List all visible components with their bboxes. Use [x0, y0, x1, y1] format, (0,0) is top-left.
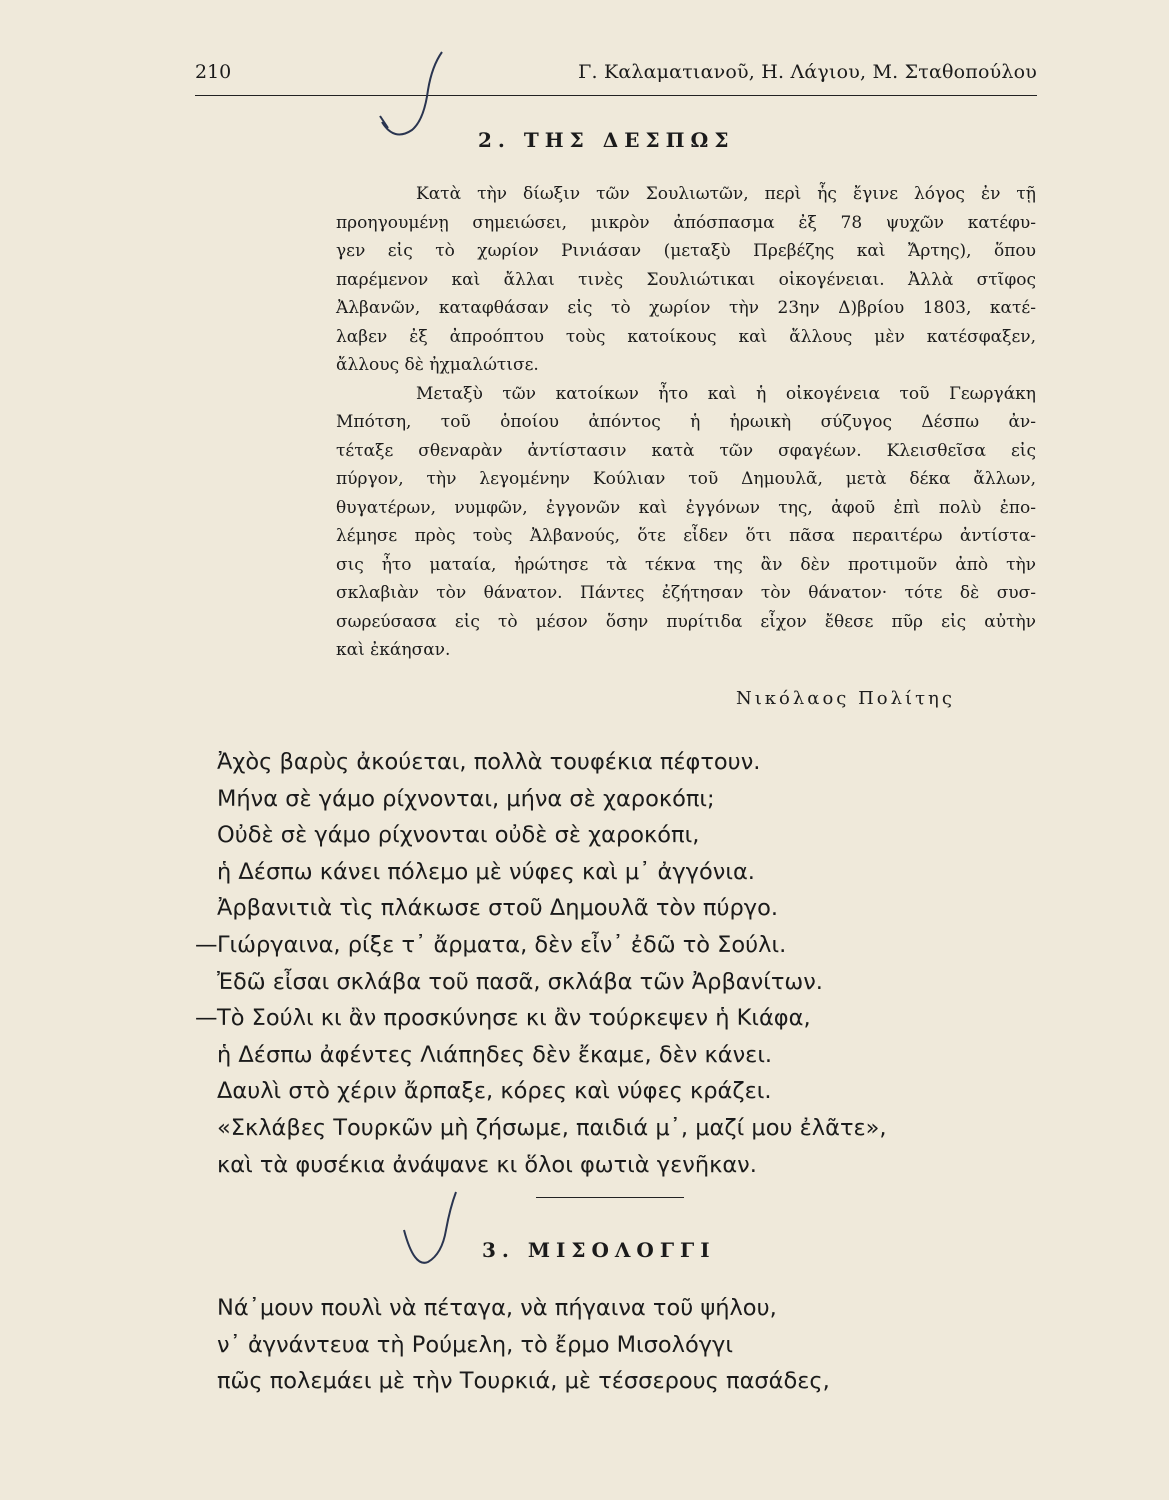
prose-line: καὶ ἐκάησαν. — [336, 640, 451, 660]
poem-verse: Ἐδῶ εἶσαι σκλάβα τοῦ πασᾶ, σκλάβα τῶν Ἀρβανίτων. — [217, 968, 823, 995]
poem-verse: Νά᾽μουν πουλὶ νὰ πέταγα, νὰ πήγαινα τοῦ ψήλου, — [217, 1295, 777, 1321]
section-3-poem — [195, 1290, 830, 1400]
poem-verse: Οὐδὲ σὲ γάμο ρίχνονται οὐδὲ σὲ χαροκόπι, — [217, 822, 700, 849]
prose-line: θυγατέρων, νυμφῶν, ἐγγονῶν καὶ ἐγγόνων της, ἀφοῦ ἐπὶ πολὺ ἐπο- — [336, 497, 1036, 518]
prose-line: σωρεύσασα εἰς τὸ μέσον ὅσην πυρίτιδα εἶχον ἔθεσε πῦρ εἰς αὐτὴν — [336, 611, 1036, 632]
prose-line: λαβεν ἐξ ἀπροόπτου τοὺς κατοίκους καὶ ἄλλους μὲν κατέσφαξεν, — [336, 326, 1036, 347]
poem-verse: ἡ Δέσπω κάνει πόλεμο μὲ νύφες καὶ μ᾽ ἀγγόνια. — [217, 858, 755, 885]
poem-verse: «Σκλάβες Τουρκῶν μὴ ζήσωμε, παιδιά μ᾽, μαζί μου ἐλᾶτε», — [217, 1114, 887, 1141]
poem-verse: καὶ τὰ φυσέκια ἀνάψανε κι ὅλοι φωτιὰ γενῆκαν. — [217, 1151, 757, 1178]
prose-line: πύργον, τὴν λεγομένην Κούλιαν τοῦ Δημουλᾶ, μετὰ δέκα ἄλλων, — [336, 469, 1036, 489]
poem-verse: Μήνα σὲ γάμο ρίχνονται, μήνα σὲ χαροκόπι; — [217, 785, 715, 812]
page-number: 210 — [195, 61, 232, 83]
page-header — [195, 57, 1037, 97]
section-2-poem — [195, 744, 887, 1183]
author-signature: Νικόλαος Πολίτης — [736, 688, 955, 709]
prose-line: σκλαβιὰν τὸν θάνατον. Πάντες ἐζήτησαν τὸν θάνατον· τότε δὲ συσ- — [336, 583, 1036, 603]
poem-verse-dialogue: —Τὸ Σούλι κι ἂν προσκύνησε κι ἂν τούρκεψεν ἡ Κιάφα, — [195, 1005, 811, 1032]
prose-line: γεν εἰς τὸ χωρίον Ρινιάσαν (μεταξὺ Πρεβέζης καὶ Ἄρτης), ὅπου — [336, 241, 1036, 261]
prose-line: Μεταξὺ τῶν κατοίκων ἦτο καὶ ἡ οἰκογένεια τοῦ Γεωργάκη — [416, 383, 1036, 404]
prose-line: Κατὰ τὴν δίωξιν τῶν Σουλιωτῶν, περὶ ἧς ἔγινε λόγος ἐν τῇ — [416, 184, 1036, 204]
header-rule — [195, 95, 1037, 96]
prose-line: ἄλλους δὲ ἠχμαλώτισε. — [336, 355, 539, 375]
poem-verse: ν᾽ ἀγνάντευα τὴ Ρούμελη, τὸ ἔρμο Μισολόγγι — [217, 1331, 733, 1358]
section-divider — [536, 1197, 684, 1198]
section-3-title: 3. ΜΙΣΟΛΟΓΓΙ — [482, 1238, 716, 1262]
section-2-prose — [336, 180, 1036, 665]
running-head: Γ. Καλαματιανοῦ, Η. Λάγιου, Μ. Σταθοπούλου — [578, 61, 1037, 83]
pencil-check-mark — [398, 1190, 468, 1280]
prose-line: προηγουμένῃ σημειώσει, μικρὸν ἀπόσπασμα ἐξ 78 ψυχῶν κατέφυ- — [336, 212, 1036, 233]
poem-verse: Ἀχὸς βαρὺς ἀκούεται, πολλὰ τουφέκια πέφτουν. — [217, 749, 761, 775]
poem-verse-dialogue: —Γιώργαινα, ρίξε τ᾽ ἄρματα, δὲν εἶν᾽ ἐδῶ τὸ Σούλι. — [195, 931, 787, 958]
prose-line: Ἀλβανῶν, καταφθάσαν εἰς τὸ χωρίον τὴν 23ην Δ)βρίου 1803, κατέ- — [336, 298, 1036, 318]
poem-verse: ἡ Δέσπω ἀφέντες Λιάπηδες δὲν ἔκαμε, δὲν κάνει. — [217, 1041, 773, 1068]
poem-verse: Δαυλὶ στὸ χέριν ἄρπαξε, κόρες καὶ νύφες κράζει. — [217, 1078, 772, 1105]
prose-line: λέμησε πρὸς τοὺς Ἀλβανούς, ὅτε εἶδεν ὅτι πᾶσα περαιτέρω ἀντίστα- — [336, 526, 1036, 546]
section-2-title: 2. ΤΗΣ ΔΕΣΠΩΣ — [478, 128, 735, 152]
prose-line: παρέμενον καὶ ἄλλαι τινὲς Σουλιώτικαι οἰκογένειαι. Ἀλλὰ στῖφος — [336, 269, 1036, 290]
prose-line: τέταξε σθεναρὰν ἀντίστασιν κατὰ τῶν σφαγέων. Κλεισθεῖσα εἰς — [336, 440, 1036, 461]
pencil-check-mark — [376, 50, 456, 150]
poem-verse: πῶς πολεμάει μὲ τὴν Τουρκιά, μὲ τέσσερους πασάδες, — [217, 1368, 830, 1395]
prose-line: Μπότση, τοῦ ὁποίου ἀπόντος ἡ ἡρωικὴ σύζυγος Δέσπω ἀν- — [336, 412, 1036, 432]
prose-line: σις ἦτο ματαία, ἠρώτησε τὰ τέκνα της ἂν δὲν προτιμοῦν ἀπὸ τὴν — [336, 554, 1036, 575]
poem-verse: Ἀρβανιτιὰ τὶς πλάκωσε στοῦ Δημουλᾶ τὸν πύργο. — [217, 895, 778, 922]
